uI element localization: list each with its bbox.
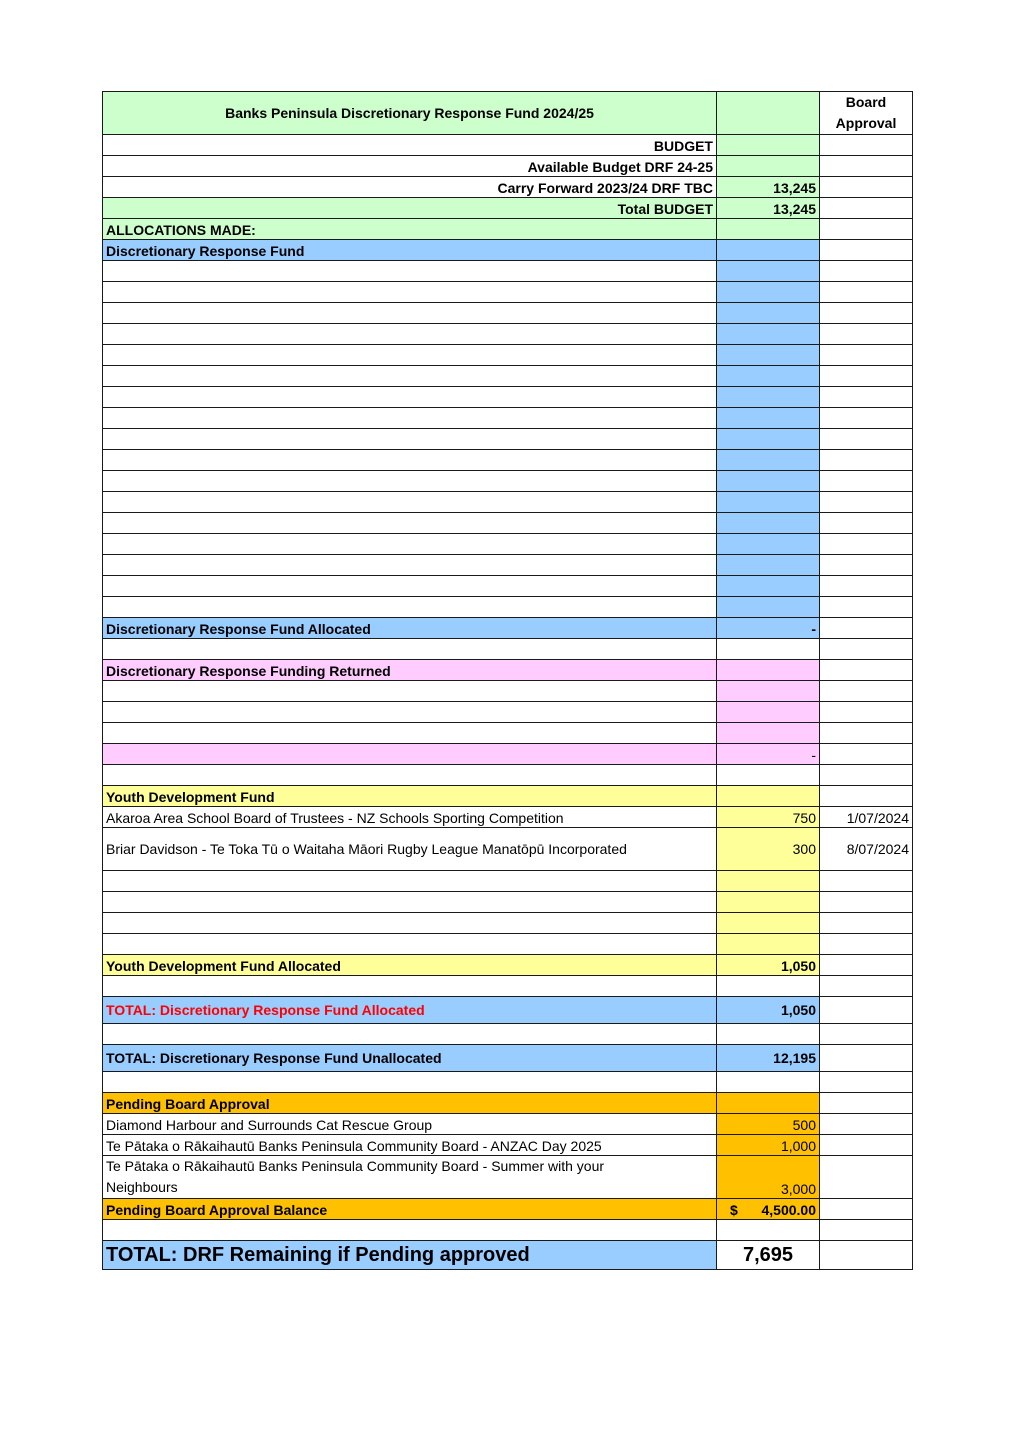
remaining-label: TOTAL: DRF Remaining if Pending approved (103, 1241, 717, 1270)
drf-empty-row (103, 555, 913, 576)
sheet-title: Banks Peninsula Discretionary Response Fund 2024/25 (103, 92, 717, 135)
spacer-row (103, 1220, 913, 1241)
drf-heading: Discretionary Response Fund (103, 240, 717, 261)
pending-item-amount: 500 (717, 1114, 820, 1135)
drf-empty-row (103, 576, 913, 597)
total-budget-label: Total BUDGET (103, 198, 717, 219)
total-budget-row (103, 198, 913, 219)
pending-heading-row (103, 1093, 913, 1114)
carry-forward-label: Carry Forward 2023/24 DRF TBC (103, 177, 717, 198)
youth-item-date: 8/07/2024 (820, 828, 913, 871)
youth-empty-row (103, 871, 913, 892)
carry-forward-row (103, 177, 913, 198)
youth-item-amount: 750 (717, 807, 820, 828)
youth-empty-row (103, 913, 913, 934)
pending-balance-row (103, 1199, 913, 1220)
pending-heading: Pending Board Approval (103, 1093, 717, 1114)
returned-empty-row (103, 723, 913, 744)
total-budget-value: 13,245 (717, 198, 820, 219)
drf-empty-row (103, 282, 913, 303)
spacer-row (103, 1072, 913, 1093)
board-approval-header: Board Approval (820, 92, 913, 135)
pending-item-amount: 3,000 (717, 1156, 820, 1199)
drf-empty-row (103, 261, 913, 282)
total-allocated-value: 1,050 (717, 997, 820, 1024)
drf-heading-row (103, 240, 913, 261)
spacer-row (103, 765, 913, 786)
total-unallocated-row (103, 1045, 913, 1072)
drf-empty-row (103, 324, 913, 345)
returned-heading-row (103, 660, 913, 681)
spacer-row (103, 976, 913, 997)
youth-heading-row (103, 786, 913, 807)
budget-label: BUDGET (103, 135, 717, 156)
youth-allocated-value: 1,050 (717, 955, 820, 976)
drf-empty-row (103, 387, 913, 408)
available-budget-label: Available Budget DRF 24-25 (103, 156, 717, 177)
youth-empty-row (103, 934, 913, 955)
returned-empty-row (103, 702, 913, 723)
total-unallocated-label: TOTAL: Discretionary Response Fund Unallocated (103, 1045, 717, 1072)
fund-spreadsheet (102, 91, 913, 1270)
budget-row (103, 135, 913, 156)
spacer-row (103, 1024, 913, 1045)
pending-item-name: Te Pātaka o Rākaihautū Banks Peninsula Community Board - ANZAC Day 2025 (103, 1135, 717, 1156)
youth-allocated-label: Youth Development Fund Allocated (103, 955, 717, 976)
drf-empty-row (103, 597, 913, 618)
allocations-heading-row (103, 219, 913, 240)
drf-empty-row (103, 492, 913, 513)
available-budget-row (103, 156, 913, 177)
youth-item-name: Akaroa Area School Board of Trustees - NZ Schools Sporting Competition (103, 807, 717, 828)
spacer-row (103, 639, 913, 660)
drf-empty-row (103, 408, 913, 429)
drf-allocated-label: Discretionary Response Fund Allocated (103, 618, 717, 639)
youth-empty-row (103, 892, 913, 913)
returned-total-row (103, 744, 913, 765)
youth-heading: Youth Development Fund (103, 786, 717, 807)
total-allocated-row (103, 997, 913, 1024)
header-row (103, 92, 913, 135)
drf-empty-row (103, 366, 913, 387)
youth-allocated-row (103, 955, 913, 976)
pending-item-row (103, 1135, 913, 1156)
pending-balance-value: 4,500.00 (761, 1202, 816, 1218)
allocations-heading: ALLOCATIONS MADE: (103, 219, 717, 240)
remaining-value: 7,695 (717, 1241, 820, 1270)
currency-symbol: $ (730, 1202, 738, 1218)
drf-empty-row (103, 303, 913, 324)
pending-item-amount: 1,000 (717, 1135, 820, 1156)
youth-item-row (103, 828, 913, 871)
returned-total-value: - (717, 744, 820, 765)
youth-item-date: 1/07/2024 (820, 807, 913, 828)
youth-item-name: Briar Davidson - Te Toka Tū o Waitaha Māori Rugby League Manatōpū Incorporated (103, 828, 717, 871)
pending-item-name: Diamond Harbour and Surrounds Cat Rescue Group (103, 1114, 717, 1135)
total-unallocated-value: 12,195 (717, 1045, 820, 1072)
pending-item-name: Te Pātaka o Rākaihautū Banks Peninsula Community Board - Summer with your Neighbours (103, 1156, 717, 1199)
carry-forward-value: 13,245 (717, 177, 820, 198)
youth-item-row (103, 807, 913, 828)
total-allocated-label: TOTAL: Discretionary Response Fund Allocated (103, 997, 717, 1024)
drf-empty-row (103, 450, 913, 471)
drf-allocated-value: - (717, 618, 820, 639)
drf-empty-row (103, 345, 913, 366)
pending-balance-cell (717, 1199, 820, 1220)
remaining-row (103, 1241, 913, 1270)
pending-balance-label: Pending Board Approval Balance (103, 1199, 717, 1220)
youth-item-amount: 300 (717, 828, 820, 871)
drf-empty-row (103, 513, 913, 534)
pending-item-row (103, 1156, 913, 1199)
returned-empty-row (103, 681, 913, 702)
drf-empty-row (103, 471, 913, 492)
returned-heading: Discretionary Response Funding Returned (103, 660, 717, 681)
drf-empty-row (103, 429, 913, 450)
drf-allocated-row (103, 618, 913, 639)
pending-item-row (103, 1114, 913, 1135)
drf-empty-row (103, 534, 913, 555)
